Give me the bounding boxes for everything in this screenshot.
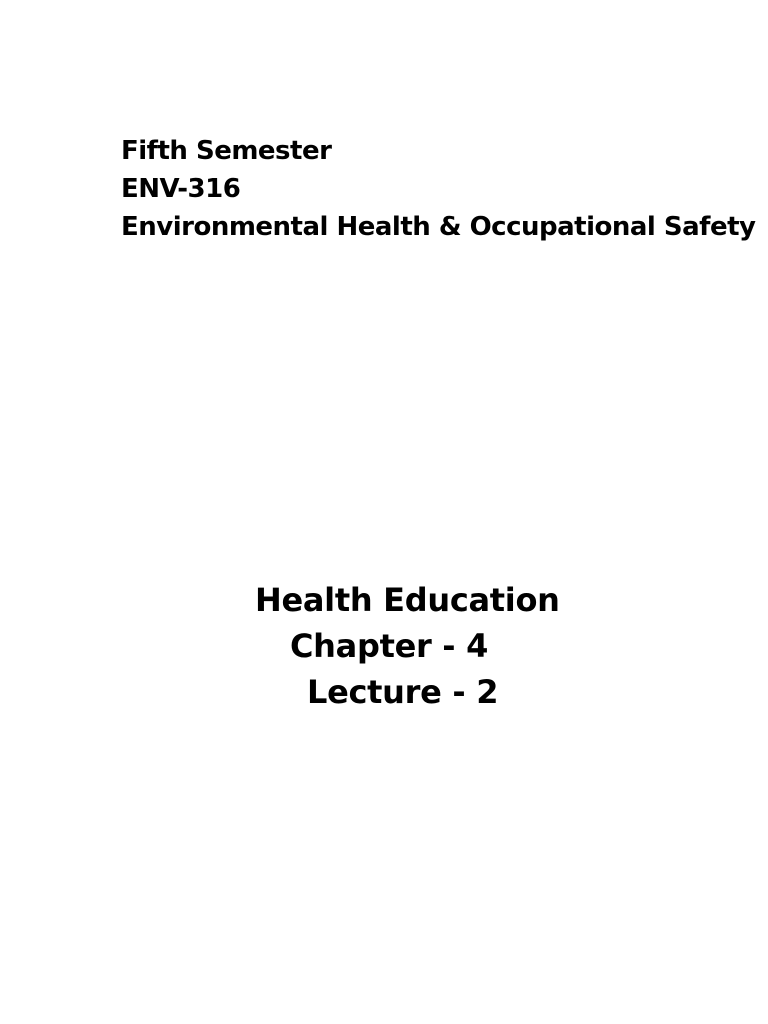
course-code: ENV-316 bbox=[121, 174, 241, 204]
course-header bbox=[121, 132, 756, 246]
topic-title: Health Education bbox=[255, 581, 560, 619]
course-title: Environmental Health & Occupational Safety bbox=[121, 212, 756, 242]
lecture-label: Lecture - 2 bbox=[307, 673, 499, 711]
chapter-label: Chapter - 4 bbox=[290, 627, 489, 665]
semester-label: Fifth Semester bbox=[121, 136, 332, 166]
